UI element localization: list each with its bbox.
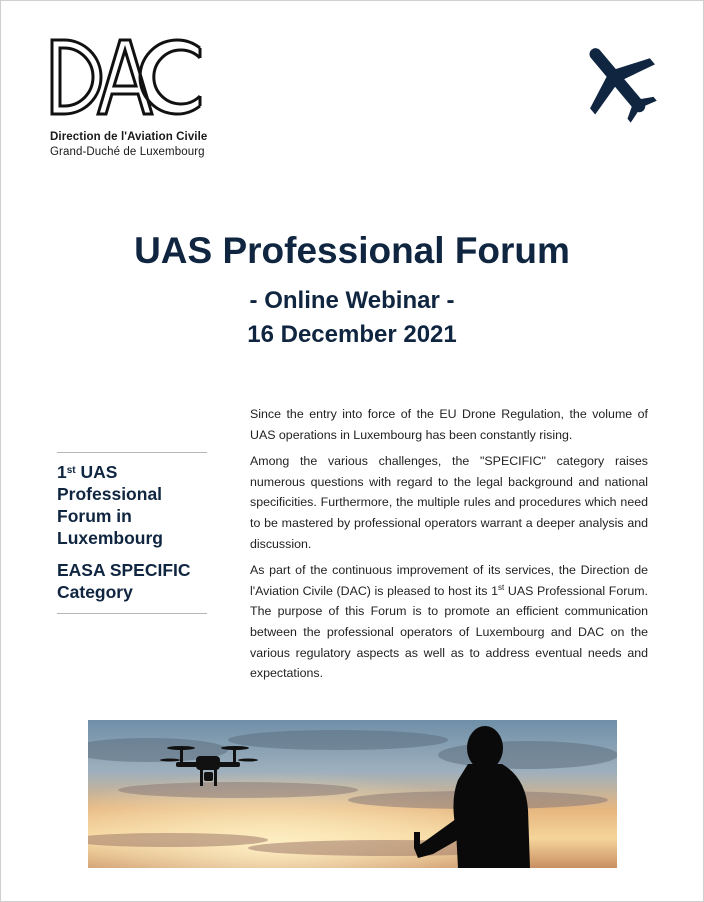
- logo-org-country: Grand-Duché de Luxembourg: [50, 146, 205, 158]
- callout-heading: [57, 461, 207, 549]
- paragraph-3: [250, 560, 648, 684]
- page-title: UAS Professional Forum: [134, 230, 570, 271]
- paragraph-3-sup: st: [498, 582, 505, 592]
- callout-ordinal: 1: [57, 462, 67, 482]
- paragraph-2: Among the various challenges, the "SPECIFIC" category raises numerous questions with regard to the legal background and national specificities. Furthermore, the multiple rules and procedures which need to be mastered by professional operators warrant a deeper analysis and discussion.: [250, 454, 648, 551]
- sidebar-callout: [57, 452, 207, 614]
- logo-org-name: Direction de l'Aviation Civile: [50, 131, 208, 143]
- dac-logo: [50, 38, 202, 116]
- callout-ordinal-suffix: st: [66, 465, 76, 476]
- dac-wordmark: [50, 38, 202, 116]
- paragraph-3-start: As part of the continuous improvement of its services, the Direction de l'Aviation Civile (DAC) is pleased to host its 1: [250, 563, 648, 598]
- drone-operator-photo: [88, 720, 617, 868]
- airplane-icon: [573, 38, 663, 129]
- page-subtitle: - Online Webinar -: [249, 287, 455, 314]
- paragraph-1: Since the entry into force of the EU Drone Regulation, the volume of UAS operations in Luxembourg has been constantly rising.: [250, 407, 648, 442]
- event-date: 16 December 2021: [247, 321, 457, 348]
- paragraph-3-end: UAS Professional Forum. The purpose of this Forum is to promote an efficient communication between the professional operators of Luxembourg and DAC on the various regulatory aspects as well as to address eventual needs and expectations.: [250, 583, 649, 681]
- callout-subheading: EASA SPECIFIC Category: [57, 560, 191, 602]
- callout-heading-text: UAS Professional Forum in Luxembourg: [57, 462, 163, 548]
- body-text: [250, 404, 648, 690]
